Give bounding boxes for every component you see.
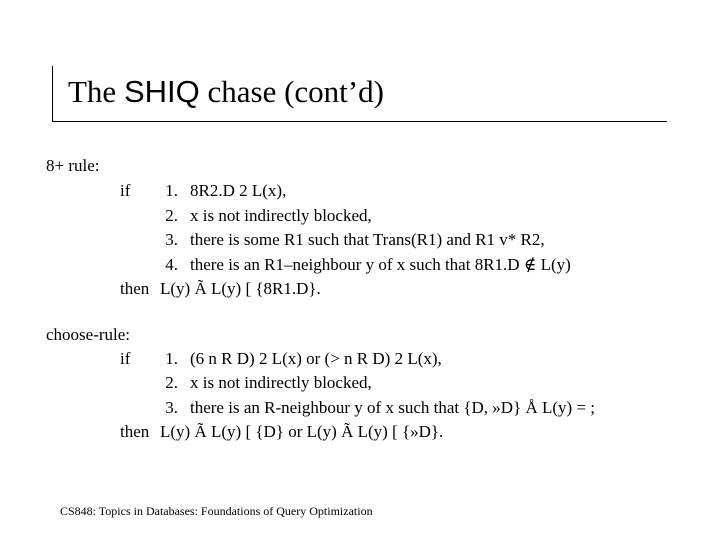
rule-1-name: 8+ rule: — [46, 156, 100, 175]
condition-text: (6 n R D) 2 L(x) or (> n R D) 2 L(x), — [190, 349, 442, 368]
condition-text: there is an R1–neighbour y of x such that 8R1.D ∉ L(y) — [190, 255, 571, 274]
rule-2-name: choose-rule: — [46, 325, 131, 344]
condition-text: x is not indirectly blocked, — [190, 373, 372, 392]
condition-number: 3. — [165, 230, 178, 249]
condition-number: 2. — [165, 373, 178, 392]
title-suffix: chase (cont’d) — [199, 74, 384, 109]
rule-2-if: if — [120, 349, 131, 368]
rule-2-heading — [46, 325, 130, 345]
rule-1-then: then — [120, 279, 150, 298]
condition-text: x is not indirectly blocked, — [190, 206, 372, 225]
rule-1-heading — [46, 156, 100, 176]
title-prefix: The — [68, 74, 124, 109]
condition-text: 8R2.D 2 L(x), — [190, 181, 287, 200]
condition-number: 2. — [165, 206, 178, 225]
title-logic: SHIQ — [123, 74, 200, 109]
condition-number: 3. — [165, 398, 178, 417]
slide-footer: CS848: Topics in Databases: Foundations of Query Optimization — [60, 504, 373, 518]
rule-2-then: then — [120, 422, 150, 441]
conclusion-text: L(y) Ã L(y) [ {D} or L(y) Ã L(y) [ {»D}. — [160, 422, 444, 441]
title-vertical-rule — [52, 66, 53, 122]
condition-number: 4. — [165, 255, 178, 274]
condition-number: 1. — [165, 181, 178, 200]
condition-text: there is an R-neighbour y of x such that {D, »D} Å L(y) = ; — [190, 398, 596, 417]
rule-1-if: if — [120, 181, 131, 200]
conclusion-text: L(y) Ã L(y) [ {8R1.D}. — [160, 279, 321, 298]
condition-number: 1. — [165, 349, 178, 368]
slide-title — [68, 74, 384, 110]
title-underline — [52, 121, 667, 122]
condition-text: there is some R1 such that Trans(R1) and R1 v* R2, — [190, 230, 545, 249]
